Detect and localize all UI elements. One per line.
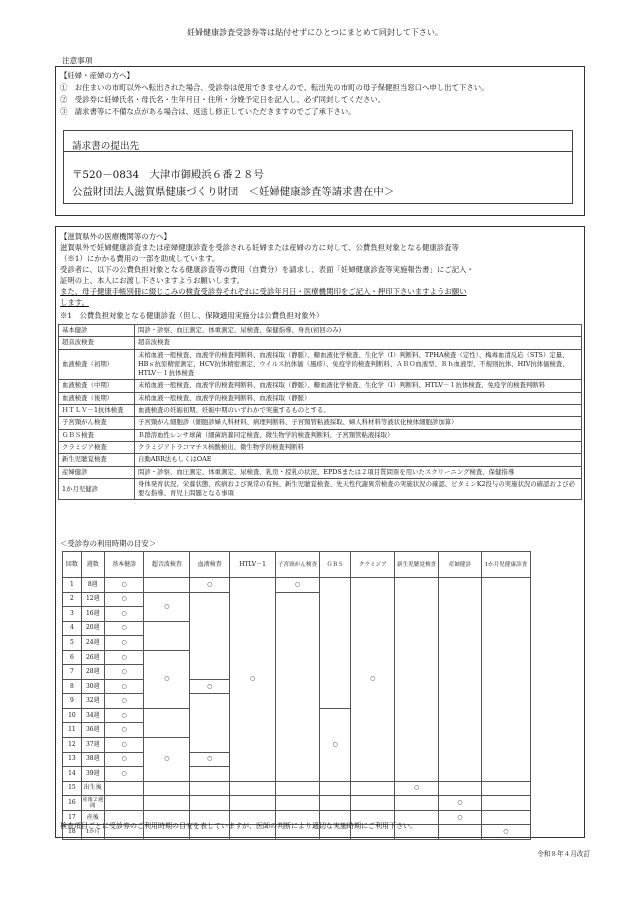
schedule-cell: ○: [439, 796, 482, 811]
visit-number: 1: [63, 578, 82, 593]
schedule-cell: ○: [144, 738, 190, 782]
visit-number: 16: [63, 796, 82, 811]
visit-number: 10: [63, 708, 82, 723]
visit-number: 9: [63, 694, 82, 709]
visit-number: 6: [63, 650, 82, 665]
basic-exam-cell: ○: [104, 607, 144, 622]
exam-name: 1か月児健診: [59, 478, 135, 500]
visit-number: 14: [63, 767, 82, 782]
schedule-cell: [190, 781, 230, 796]
week-label: 出生後: [81, 781, 104, 796]
exam-row: [59, 478, 582, 500]
week-label: 37週: [81, 738, 104, 753]
schedule-cell: [481, 578, 530, 782]
basic-exam-cell: ○: [104, 665, 144, 680]
exam-name: 超音波検査: [59, 337, 135, 349]
schedule-cell: ○: [276, 578, 320, 593]
exam-description: 問診・診察、血圧測定、体重測定、尿検査、保健指導、身長(初回のみ): [135, 325, 582, 337]
exam-description: 身体発育状況、栄養状態、疾病および異常の有無、新生児聴覚検査、先天性代謝異常検査の実施状況の確認、ビタミンK2投与の実施状況の確認および必要な指導、育児上問題となる事項: [135, 478, 582, 500]
exam-name: 基本健診: [59, 325, 135, 337]
schedule-cell: [144, 781, 190, 796]
basic-exam-cell: ○: [104, 767, 144, 782]
basic-exam-cell: ○: [104, 694, 144, 709]
exam-row: [59, 349, 582, 380]
section2-paragraph-line: 証明の上、本人にお渡し下さいますようお願いします。: [60, 276, 245, 285]
basic-exam-cell: ○: [104, 723, 144, 738]
basic-exam-cell: ○: [104, 636, 144, 651]
schedule-cell: [351, 796, 395, 811]
week-label: 34週: [81, 708, 104, 723]
basic-exam-cell: ○: [104, 708, 144, 723]
schedule-cell: [439, 578, 482, 782]
schedule-header: 基本健診: [104, 552, 144, 578]
exam-name: ＨＴＬＶ－1抗体検査: [59, 405, 135, 417]
schedule-table: [62, 551, 531, 840]
schedule-header: HTLV－1: [230, 552, 276, 578]
exam-description: 末梢血液一般検査、血液学的検査判断料、血液採取（静脈）: [135, 392, 582, 404]
schedule-cell: [190, 767, 230, 782]
schedule-row: [63, 796, 531, 811]
exam-name: 新生児聴覚検査: [59, 454, 135, 466]
week-label: 1か月: [81, 825, 104, 840]
schedule-header: 新生児聴覚検査: [395, 552, 439, 578]
exam-description: 子宮頸がん細胞診（細胞診婦人科材料、病理判断料、子宮頸管粘液採取、婦人科材料等液状化検体細胞診加算）: [135, 417, 582, 429]
schedule-header: 1か月児健康診査: [481, 552, 530, 578]
exam-name: 産婦健診: [59, 466, 135, 478]
schedule-header: 回数: [63, 552, 82, 578]
exam-row: [59, 417, 582, 429]
schedule-cell: [144, 796, 190, 811]
basic-exam-cell: [104, 781, 144, 796]
schedule-cell: [230, 796, 276, 811]
schedule-cell: ○: [144, 592, 190, 621]
exam-note-label: ※1 公費負担対象となる健康診査（但し、保険適用実施分は公費負担対象外）: [60, 311, 324, 320]
exam-row: [59, 466, 582, 478]
schedule-cell: [144, 708, 190, 737]
schedule-header: 産婦健診: [439, 552, 482, 578]
week-label: 36週: [81, 723, 104, 738]
schedule-cell: ○: [190, 752, 230, 767]
exam-row: [59, 325, 582, 337]
section2-paragraph-line: します。: [60, 298, 89, 307]
week-label: 8週: [81, 578, 104, 593]
schedule-label: ＜受診券の利用時期の目安＞: [60, 539, 157, 548]
week-label: 16週: [81, 607, 104, 622]
visit-number: 5: [63, 636, 82, 651]
schedule-cell: ○: [395, 781, 439, 796]
exam-name: 血液検査（後期）: [59, 392, 135, 404]
schedule-cell: [395, 578, 439, 782]
exam-description: Ｂ群溶血性レンサ球菌（細菌培養同定検査、微生物学的検査判断料、子宮頸管粘液採取）: [135, 429, 582, 441]
exam-name: 血液検査（初期）: [59, 349, 135, 380]
section1-item: ③ 請求書等に不備な点がある場合は、返送し修正していただきますのでご了承下さい。: [60, 107, 356, 116]
schedule-cell: ○: [319, 708, 350, 781]
visit-number: 18: [63, 825, 82, 840]
schedule-cell: ○: [190, 679, 230, 694]
claim-address: 〒520－0834 大津市御殿浜６番２８号: [72, 169, 264, 181]
week-label: 産後２週間: [82, 796, 104, 809]
schedule-header: 週数: [81, 552, 104, 578]
visit-number: 8: [63, 679, 82, 694]
exam-description: 問診・診察、血圧測定、体重測定、尿検査、乳房・授乳の状況、EPDSまたは２項目質問票を用いたスクリーニング検査、保健指導: [135, 466, 582, 478]
schedule-header: ＧＢＳ: [319, 552, 350, 578]
schedule-cell: ○: [439, 810, 482, 825]
schedule-cell: [230, 781, 276, 796]
exam-name: 血液検査（中期）: [59, 380, 135, 392]
basic-exam-cell: ○: [104, 738, 144, 753]
schedule-cell: [190, 796, 230, 811]
exam-description: 自動ABR法もしくはOAE: [135, 454, 582, 466]
section2-paragraph-line: （※1）にかかる費用の一部を助成しています。: [60, 254, 220, 263]
section2-paragraph-line: 受診者に、以下の公費負担対象となる健康診査等の費用（自費分）を請求し、表面「妊婦健康診査等実施報告書」にご記入・: [60, 265, 474, 274]
schedule-cell: ○: [351, 578, 395, 782]
section1-item: ② 受診券に妊婦氏名・母氏名・生年月日・住所・分娩予定日を記入し、必ず同封してください。: [60, 95, 386, 104]
section2-heading: 【滋賀県外の医療機関等の方へ】: [60, 232, 171, 241]
exam-row: [59, 405, 582, 417]
schedule-cell: [439, 781, 482, 796]
week-label: 産後: [81, 810, 104, 825]
exam-name: クラミジア検査: [59, 441, 135, 453]
week-label: 26週: [81, 650, 104, 665]
basic-exam-cell: [104, 796, 144, 811]
exam-row: [59, 441, 582, 453]
visit-number: 4: [63, 621, 82, 636]
schedule-cell: [190, 694, 230, 752]
schedule-row: [63, 781, 531, 796]
schedule-cell: [481, 796, 530, 811]
week-label: 12週: [81, 592, 104, 607]
schedule-cell: [319, 781, 350, 796]
visit-number: 11: [63, 723, 82, 738]
section1-heading: 【妊婦・産婦の方へ】: [60, 71, 134, 80]
exam-row: [59, 429, 582, 441]
section1-item: ① お住まいの市町以外へ転出された場合、受診券は使用できませんので、転出先の市町の母子保健担当窓口へ申し出て下さい。: [60, 83, 489, 92]
exam-description: 血液検査の妊娠初期、妊娠中期のいずれかで実施するものとする。: [135, 405, 582, 417]
basic-exam-cell: ○: [104, 679, 144, 694]
visit-number: 7: [63, 665, 82, 680]
schedule-cell: [481, 781, 530, 796]
exam-description: 末梢血液一般検査、血液学的検査判断料、血液採取（静脈）、糖血液化学検査、生化学（Ⅰ）判断料、TPHA検査（定性）、梅毒血清反応（STS）定量、HBｓ抗原精密測定、HCV抗体精密測定、ウイルス抗体価（風疹）、免疫学的検査判断料、ＡＢＯ血液型、Ｒｈ血液型、不規則抗体、HIV抗体価検査、HTLV－１抗体検査: [135, 349, 582, 380]
exam-name: ＧＢＳ検査: [59, 429, 135, 441]
schedule-cell: ○: [481, 825, 530, 840]
schedule-footnote: 検査項目ごとに受診券のご利用時期の目安を表していますが、医師の判断により適切な実施時期にご利用下さい。: [60, 822, 417, 830]
claim-organization: 公益財団法人滋賀県健康づくり財団 ＜妊婦健康診査等請求書在中＞: [72, 186, 395, 198]
visit-number: 17: [63, 810, 82, 825]
claim-title: 請求書の提出先: [72, 141, 140, 152]
exam-row: [59, 337, 582, 349]
basic-exam-cell: ○: [104, 621, 144, 636]
basic-exam-cell: ○: [104, 752, 144, 767]
week-label: 32週: [81, 694, 104, 709]
exam-description: 末梢血液一般検査、血液学的検査判断料、血液採取（静脈）、糖血液化学検査、生化学（Ⅰ）判断料、HTLV－１抗体検査、免疫学的検査判断料: [135, 380, 582, 392]
visit-number: 12: [63, 738, 82, 753]
exam-description: クラミジアトラコマチス核酸検出、微生物学的検査判断料: [135, 441, 582, 453]
schedule-cell: [276, 796, 320, 811]
exam-description: 超音波検査: [135, 337, 582, 349]
exam-row: [59, 454, 582, 466]
schedule-cell: [481, 810, 530, 825]
exam-row: [59, 392, 582, 404]
week-label: 39週: [81, 767, 104, 782]
schedule-header: クラミジア: [351, 552, 395, 578]
schedule-header: 子宮頸がん検査: [276, 552, 320, 578]
claim-divider: [63, 151, 573, 152]
schedule-cell: [276, 781, 320, 796]
schedule-cell: [351, 781, 395, 796]
week-label: 20週: [81, 621, 104, 636]
basic-exam-cell: ○: [104, 592, 144, 607]
visit-number: 2: [63, 592, 82, 607]
schedule-cell: ○: [230, 578, 276, 782]
schedule-cell: ○: [190, 578, 230, 593]
exam-row: [59, 380, 582, 392]
basic-exam-cell: ○: [104, 578, 144, 593]
caution-heading: 注意事項: [62, 56, 93, 65]
visit-number: 15: [63, 781, 82, 796]
week-label: 24週: [81, 636, 104, 651]
schedule-cell: [319, 578, 350, 709]
visit-number: 3: [63, 607, 82, 622]
exam-items-table: [58, 324, 582, 500]
schedule-cell: [439, 825, 482, 840]
top-note: 妊婦健康診査受診券等は貼付せずにひとつにまとめて同封して下さい。: [187, 28, 443, 37]
week-label: 38週: [81, 752, 104, 767]
week-label: 30週: [81, 679, 104, 694]
week-label: 28週: [81, 665, 104, 680]
schedule-cell: [190, 592, 230, 679]
exam-name: 子宮頸がん検査: [59, 417, 135, 429]
schedule-cell: [395, 796, 439, 811]
schedule-cell: [144, 621, 190, 650]
schedule-cell: ○: [144, 650, 190, 708]
section2-paragraph-line: また、母子健康手帳別冊に綴じこみの検査受診券それぞれに受診年月日・医療機関印をご記入・押印下さいますようお願い: [60, 287, 467, 296]
revision-date: 令和８年４月改訂: [537, 850, 590, 858]
schedule-cell: [319, 796, 350, 811]
schedule-row: [63, 578, 531, 593]
basic-exam-cell: ○: [104, 650, 144, 665]
visit-number: 13: [63, 752, 82, 767]
section2-paragraph-line: 滋賀県外で妊婦健康診査または産婦健康診査を受診される妊婦または産婦の方に対して、公費負担対象となる健康診査等: [60, 243, 459, 252]
schedule-cell: [276, 592, 320, 781]
schedule-header: 血液検査: [190, 552, 230, 578]
schedule-header: 超音波検査: [144, 552, 190, 578]
schedule-cell: [144, 578, 190, 593]
